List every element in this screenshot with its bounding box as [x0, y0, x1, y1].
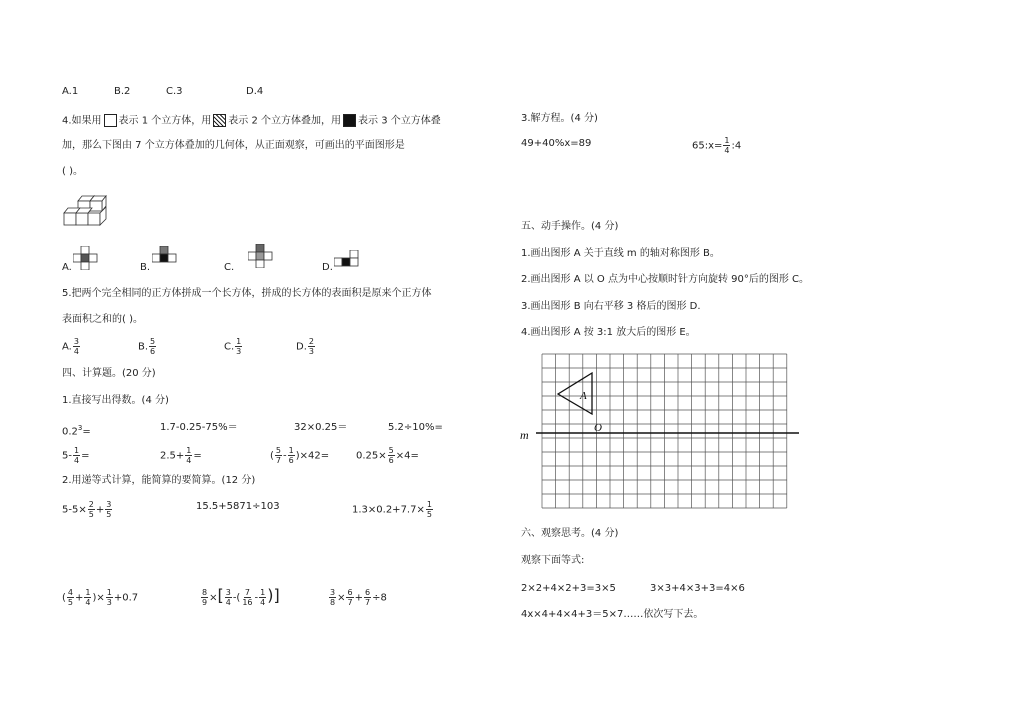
option-c-shape-icon — [248, 244, 274, 268]
label-a: A — [580, 390, 587, 402]
q4-line2: 加，那么下图由 7 个立方体叠加的几何体，从正面观察，可画出的平面图形是 — [62, 140, 405, 151]
calc-2d: 0.25× $\frac{5}{6}$ ×4= — [356, 446, 419, 465]
q4-line1 — [62, 114, 441, 128]
s6-intro: 观察下面等式: — [521, 555, 585, 566]
s4q1-title: 1.直接写出得数。(4 分) — [62, 395, 169, 406]
option-b-shape-icon — [152, 246, 178, 270]
s5-item-1: 1.画出图形 A 关于直线 m 的轴对称图形 B。 — [521, 248, 720, 259]
s5-item-4: 4.画出图形 A 按 3:1 放大后的图形 E。 — [521, 327, 696, 338]
option-d-shape-icon — [334, 250, 360, 270]
section5-title: 五、动手操作。(4 分) — [521, 221, 619, 232]
black-cube-icon — [343, 114, 356, 127]
section4-title: 四、计算题。(20 分) — [62, 368, 156, 379]
calc-2b: 2.5+ $\frac{1}{4}$ = — [160, 446, 202, 465]
q4-line3: ( )。 — [62, 166, 83, 177]
white-cube-icon — [104, 114, 117, 127]
label-o: O — [594, 422, 602, 434]
q5-option-b: B. $\frac{5}{6}$ — [138, 337, 156, 356]
q4-option-c: C. — [224, 262, 235, 273]
s6-eq-1: 2×2+4×2+3=3×5 — [521, 583, 616, 594]
q4-option-a: A. — [62, 262, 72, 273]
triangle-a — [558, 373, 592, 414]
calc-3b: 15.5+5871÷103 — [196, 501, 280, 512]
s3q3-title: 3.解方程。(4 分) — [521, 113, 598, 124]
q4-text-b: 表示 1 个立方体，用 — [118, 115, 212, 127]
q3-option-b: B.2 — [114, 86, 131, 97]
calc-3a: 5-5× $\frac{2}{5}$ + $\frac{3}{5}$ — [62, 500, 112, 519]
calc-1c: 32×0.25＝ — [294, 422, 348, 433]
hatched-cube-icon — [213, 114, 226, 127]
q3-option-c: C.3 — [166, 86, 183, 97]
q4-text-a: 4.如果用 — [62, 115, 102, 127]
section6-title: 六、观察思考。(4 分) — [521, 528, 619, 539]
calc-1a: $0.2^3=$ — [62, 424, 91, 438]
s6-eq-2: 3×3+4×3+3=4×6 — [650, 583, 745, 594]
calc-3c: 1.3×0.2+7.7× $\frac{1}{5}$ — [352, 500, 432, 519]
option-a-shape-icon — [73, 246, 99, 270]
q4-option-d: D. — [322, 262, 333, 273]
q5-option-a: A. $\frac{3}{4}$ — [62, 337, 79, 356]
q5-line2: 表面积之和的( )。 — [62, 314, 143, 325]
q3-option-d: D.4 — [246, 86, 264, 97]
q5-option-c: C. $\frac{1}{3}$ — [224, 337, 242, 356]
equation-2: 65:x= $\frac{1}{4}$ :4 — [692, 136, 742, 155]
calc-4a: ( $\frac{4}{5}$ + $\frac{1}{4}$ )× $\frac{1}{3}$ +0.7 — [62, 588, 139, 607]
q4-option-b: B. — [140, 262, 151, 273]
calc-2c: ( $\frac{5}{7}$ - $\frac{1}{6}$ )×42= — [270, 446, 330, 465]
calc-2a: 5- $\frac{1}{4}$ = — [62, 446, 90, 465]
calc-1b: 1.7-0.25-75%＝ — [160, 422, 238, 433]
s5-item-3: 3.画出图形 B 向右平移 3 格后的图形 D. — [521, 301, 701, 312]
s5-item-2: 2.画出图形 A 以 O 点为中心按顺时针方向旋转 90°后的图形 C。 — [521, 274, 810, 285]
s4q2-title: 2.用递等式计算，能简算的要简算。(12 分) — [62, 475, 256, 486]
q3-option-a: A.1 — [62, 86, 79, 97]
label-m: m — [520, 428, 529, 442]
cube-stack-figure — [62, 193, 114, 231]
q4-text-d: 表示 3 个立方体叠 — [358, 115, 441, 127]
calc-4b: $\frac{8}{9}$ ×[ $\frac{3}{4}$ -( $\frac{7}{16}$ - $\frac{1}{4}$ )] — [202, 585, 280, 607]
equation-1: 49+40%x=89 — [521, 138, 592, 149]
calc-1d: 5.2÷10%= — [388, 422, 443, 433]
q4-text-c: 表示 2 个立方体叠加，用 — [228, 115, 342, 127]
calc-4c: $\frac{3}{8}$ × $\frac{6}{7}$ + $\frac{6}{7}$ ÷8 — [330, 588, 387, 607]
q5-line1: 5.把两个完全相同的正方体拼成一个长方体，拼成的长方体的表面积是原来个正方体 — [62, 288, 432, 299]
s6-eq-3: 4x×4+4×4+3＝5×7……依次写下去。 — [521, 609, 704, 620]
q5-option-d: D. $\frac{2}{3}$ — [296, 337, 314, 356]
transformation-grid — [516, 350, 806, 520]
